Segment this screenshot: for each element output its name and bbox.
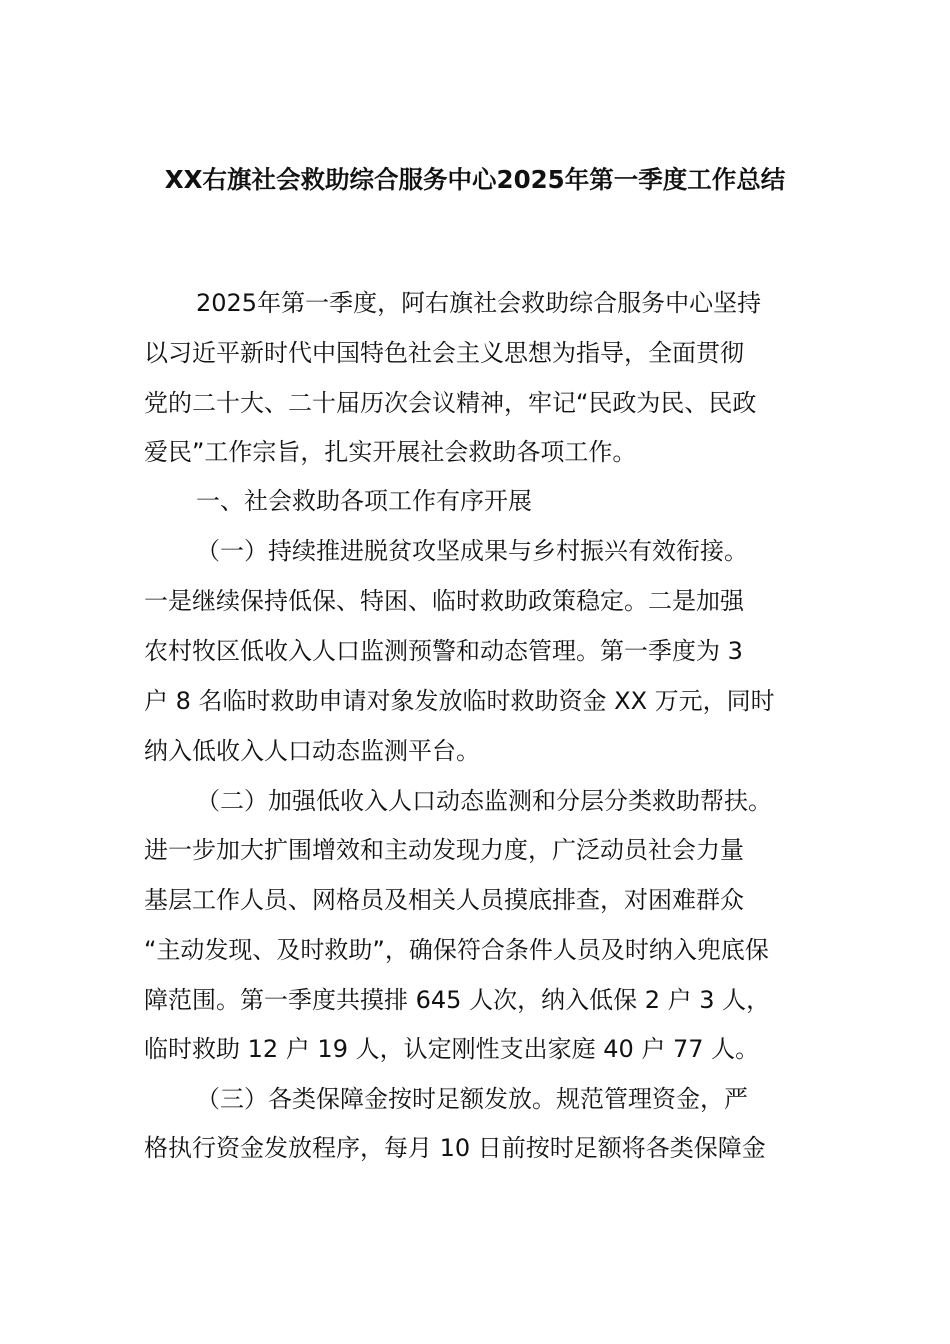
paragraph-line: 临时救助 12 户 19 人，认定刚性支出家庭 40 户 77 人。: [144, 1035, 760, 1063]
subsection-heading: （三）各类保障金按时足额发放。规范管理资金，严: [196, 1085, 748, 1113]
paragraph-line: 党的二十大、二十届历次会议精神，牢记“民政为民、民政: [144, 389, 757, 417]
paragraph-line: 纳入低收入人口动态监测平台。: [144, 737, 480, 765]
subsection-heading: （一）持续推进脱贫攻坚成果与乡村振兴有效衔接。: [196, 537, 748, 565]
paragraph-line: 障范围。第一季度共摸排 645 人次，纳入低保 2 户 3 人，: [144, 986, 771, 1014]
paragraph-line: “主动发现、及时救助”，确保符合条件人员及时纳入兜底保: [144, 936, 769, 964]
subsection-heading: （二）加强低收入人口动态监测和分层分类救助帮扶。: [196, 787, 772, 815]
paragraph-line: 2025年第一季度，阿右旗社会救助综合服务中心坚持: [196, 289, 762, 317]
paragraph-line: 农村牧区低收入人口监测预警和动态管理。第一季度为 3: [144, 637, 743, 665]
section-heading: 一、社会救助各项工作有序开展: [196, 487, 532, 515]
paragraph-line: 一是继续保持低保、特困、临时救助政策稳定。二是加强: [144, 587, 744, 615]
paragraph-line: 格执行资金发放程序，每月 10 日前按时足额将各类保障金: [144, 1134, 766, 1162]
paragraph-line: 进一步加大扩围增效和主动发现力度，广泛动员社会力量: [144, 836, 744, 864]
paragraph-line: 爱民”工作宗旨，扎实开展社会救助各项工作。: [144, 438, 637, 466]
paragraph-line: 以习近平新时代中国特色社会主义思想为指导，全面贯彻: [144, 339, 744, 367]
paragraph-line: 基层工作人员、网格员及相关人员摸底排查，对困难群众: [144, 886, 744, 914]
paragraph-line: 户 8 名临时救助申请对象发放临时救助资金 XX 万元，同时: [144, 687, 775, 715]
document-title: XX右旗社会救助综合服务中心2025年第一季度工作总结: [164, 165, 786, 194]
